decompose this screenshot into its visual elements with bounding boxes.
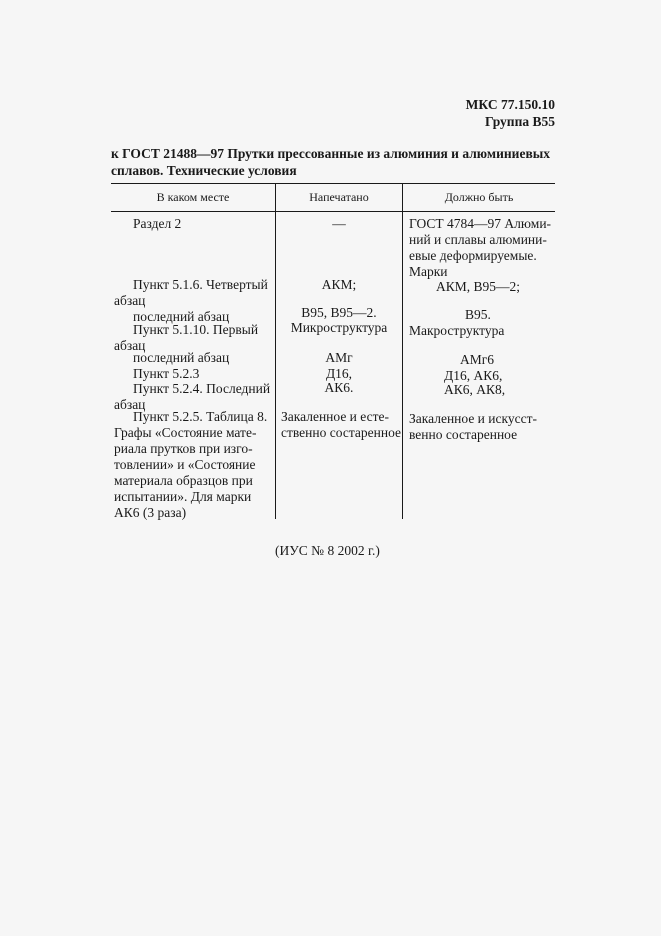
should-be-line: В95. — [465, 307, 491, 322]
footer-source: (ИУС № 8 2002 г.) — [275, 543, 380, 558]
should-be-line: Д16, АК6, — [444, 368, 503, 383]
place-line: последний абзац — [133, 309, 230, 324]
printed-line: АКМ; — [321, 277, 357, 292]
should-be-line: АК6, АК8, — [444, 382, 506, 397]
should-be-line: евые деформируемые. — [409, 248, 537, 263]
document-group: Группа В55 — [484, 114, 555, 129]
printed-line: Микроструктура — [290, 320, 388, 335]
should-be-line: Макроструктура — [409, 323, 505, 338]
printed-line: — — [332, 216, 346, 231]
place-line: абзац — [114, 338, 146, 353]
place-line: товлении» и «Состояние — [114, 457, 256, 472]
table-top-rule — [111, 183, 555, 184]
place-line: Графы «Состояние мате- — [114, 425, 257, 440]
should-be-line: АКМ, В95—2; — [436, 279, 521, 294]
printed-line: АМг — [325, 350, 353, 365]
should-be-line: Закаленное и искусст- — [409, 411, 537, 426]
place-line: Пункт 5.1.6. Четвертый — [133, 277, 268, 292]
document-code: МКС 77.150.10 — [465, 97, 555, 112]
should-be-line: АМг6 — [460, 352, 495, 367]
printed-line: Закаленное и есте- — [281, 409, 389, 424]
place-line: Пункт 5.2.4. Последний — [133, 381, 271, 396]
column-divider-2 — [402, 183, 403, 519]
should-be-line: Марки — [409, 264, 448, 279]
printed-line: Д16, — [325, 366, 353, 381]
amendment-title-line-1: к ГОСТ 21488—97 Прутки прессованные из алюминия и алюминиевых — [111, 146, 551, 161]
column-header-printed: Напечатано — [309, 190, 369, 204]
should-be-line: венно состаренное — [409, 427, 518, 442]
place-line: АК6 (3 раза) — [114, 505, 187, 520]
column-header-should-be: Должно быть — [444, 190, 514, 204]
place-line: материала образцов при — [114, 473, 253, 488]
place-line: абзац — [114, 293, 146, 308]
place-line: Пункт 5.1.10. Первый — [133, 322, 259, 337]
place-line: Раздел 2 — [133, 216, 182, 231]
printed-line: АК6. — [324, 380, 354, 395]
place-line: последний абзац — [133, 350, 230, 365]
place-line: Пункт 5.2.5. Таблица 8. — [133, 409, 268, 424]
amendment-title-line-2: сплавов. Технические условия — [111, 163, 297, 178]
printed-line: ственно состаренное — [281, 425, 401, 440]
should-be-line: ний и сплавы алюмини- — [409, 232, 547, 247]
table-header-rule — [111, 211, 555, 212]
place-line: испытании». Для марки — [114, 489, 252, 504]
place-line: абзац — [114, 397, 146, 412]
should-be-line: ГОСТ 4784—97 Алюми- — [409, 216, 552, 231]
place-line: Пункт 5.2.3 — [133, 366, 200, 381]
printed-line: В95, В95—2. — [301, 305, 377, 320]
place-line: риала прутков при изго- — [114, 441, 253, 456]
column-header-place: В каком месте — [156, 190, 230, 204]
